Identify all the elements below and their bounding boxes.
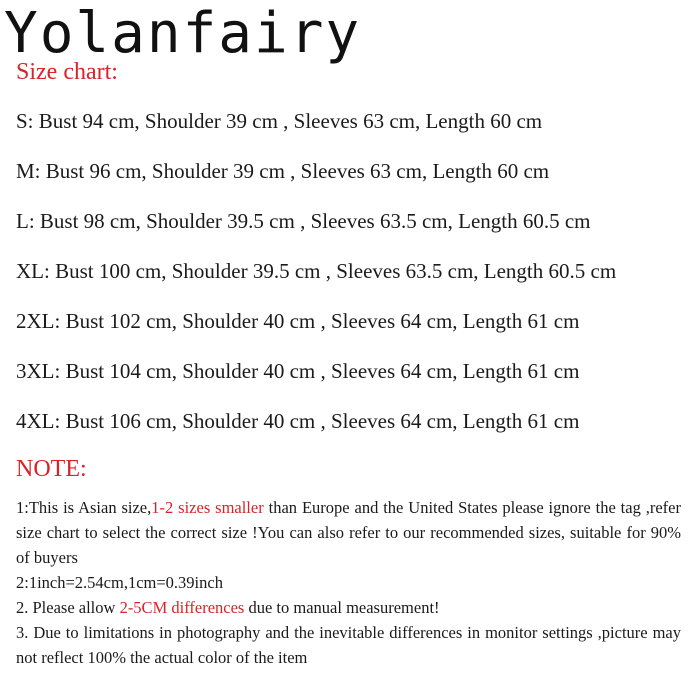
note-measurement [16,595,681,620]
note-asian-size-text-b: than Europe and the United States please ignore the tag ,refer size chart to select the correct size !You can also refer to our recommended sizes, suitable for 90% of buyers [16,498,681,567]
note-asian-size [16,495,681,570]
size-row-xl: XL: Bust 100 cm, Shoulder 39.5 cm , Sleeves 63.5 cm, Length 60.5 cm [16,259,617,283]
note-color-disclaimer: 3. Due to limitations in photography and the inevitable differences in monitor settings ,picture may not reflect 100% the actual color of the item [16,623,681,667]
notes-section [16,495,681,670]
note-asian-size-highlight: 1-2 sizes smaller [151,498,264,517]
size-row-4xl: 4XL: Bust 106 cm, Shoulder 40 cm , Sleeves 64 cm, Length 61 cm [16,409,580,433]
size-chart-list [16,104,616,454]
note-asian-size-text-a: 1:This is Asian size, [16,498,152,517]
note-measurement-text-b: due to manual measurement! [244,598,440,617]
note-heading: NOTE: [16,456,87,482]
size-row-l: L: Bust 98 cm, Shoulder 39.5 cm , Sleeves 63.5 cm, Length 60.5 cm [16,209,591,233]
size-row-2xl: 2XL: Bust 102 cm, Shoulder 40 cm , Sleeves 64 cm, Length 61 cm [16,309,580,333]
note-measurement-text-a: 2. Please allow [16,598,120,617]
note-unit-conversion: 2:1inch=2.54cm,1cm=0.39inch [16,573,223,592]
size-row-m: M: Bust 96 cm, Shoulder 39 cm , Sleeves 63 cm, Length 60 cm [16,159,550,183]
size-row-s: S: Bust 94 cm, Shoulder 39 cm , Sleeves 63 cm, Length 60 cm [16,109,543,133]
size-row-3xl: 3XL: Bust 104 cm, Shoulder 40 cm , Sleeves 64 cm, Length 61 cm [16,359,580,383]
brand-title: Yolanfairy [4,1,362,66]
size-chart-heading: Size chart: [16,59,118,85]
note-measurement-highlight: 2-5CM differences [119,598,245,617]
